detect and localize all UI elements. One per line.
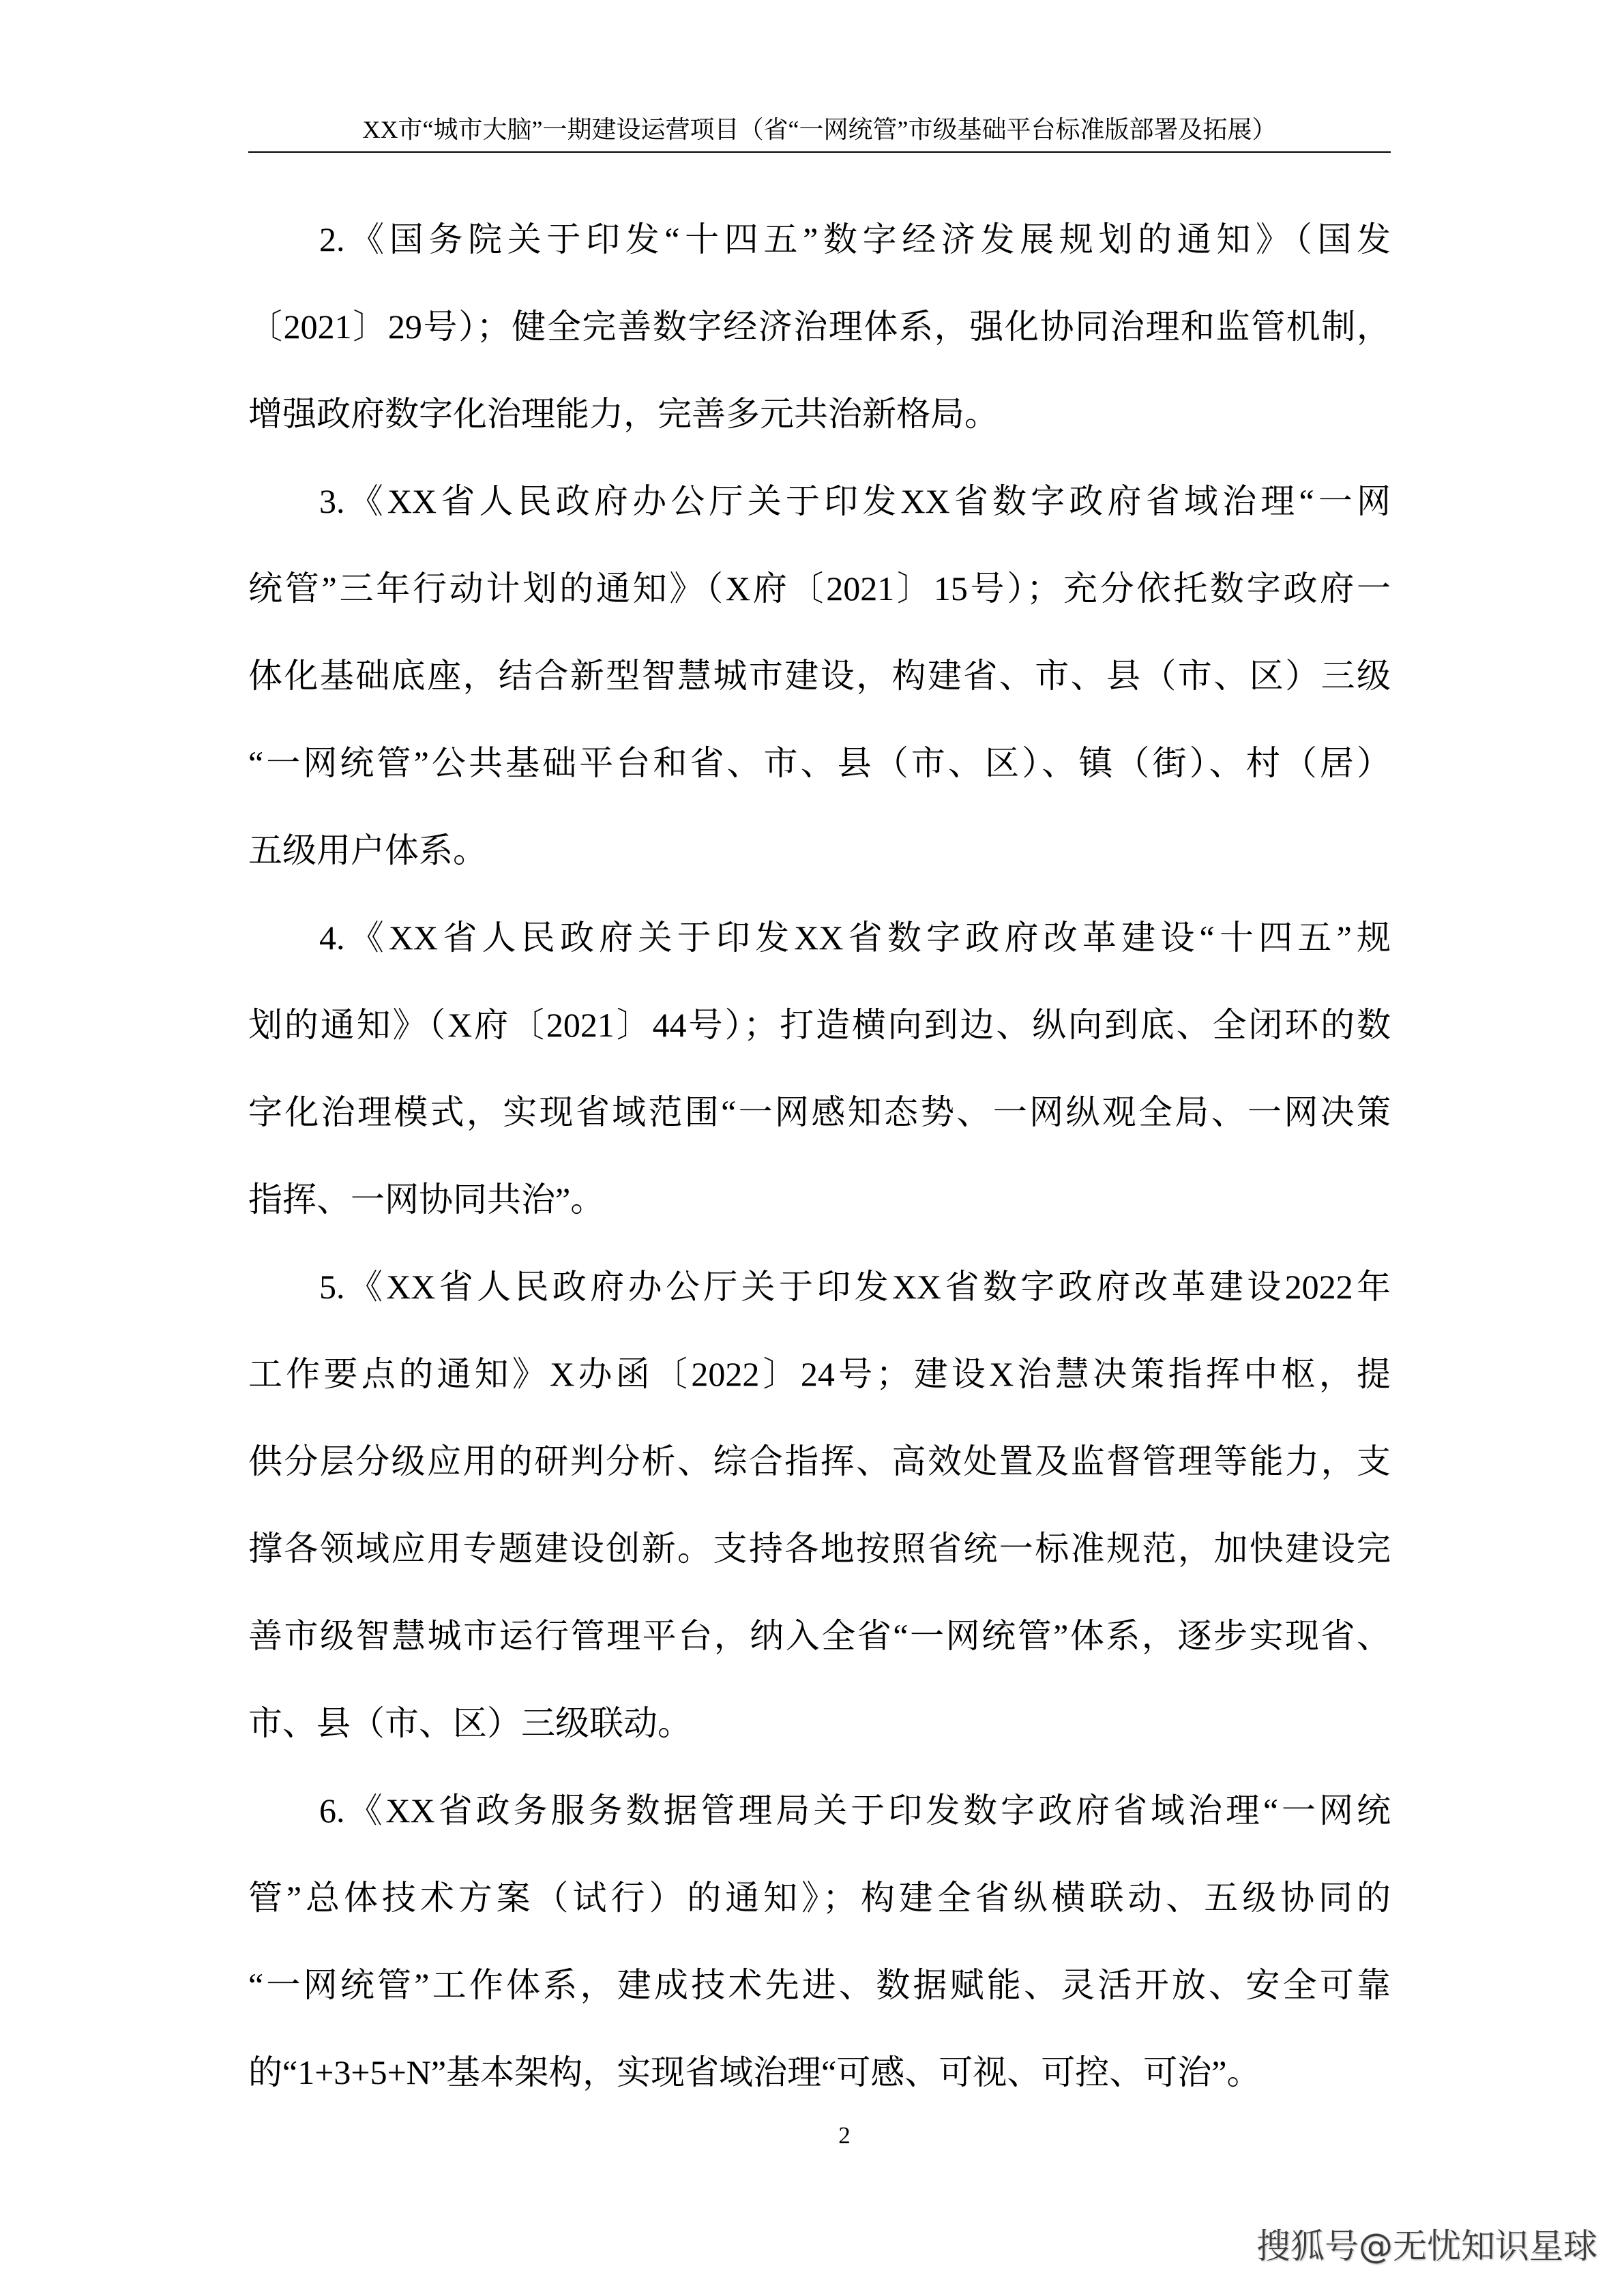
paragraph-line: “一网统管”工作体系，建成技术先进、数据赋能、灵活开放、安全可靠 [248, 1966, 1391, 2004]
paragraph-item-2 [248, 196, 1391, 458]
paragraph-line: 5.《XX省人民政府办公厅关于印发XX省数字政府改革建设2022年 [319, 1268, 1391, 1306]
paragraph-line: 2.《国务院关于印发“十四五”数字经济发展规划的通知》（国发 [319, 220, 1391, 258]
paragraph-line: 统管”三年行动计划的通知》（X府〔2021〕15号）；充分依托数字政府一 [248, 569, 1391, 608]
paragraph-line: 4.《XX省人民政府关于印发XX省数字政府改革建设“十四五”规 [319, 919, 1391, 957]
paragraph-line: 〔2021〕29号）；健全完善数字经济治理体系，强化协同治理和监管机制， [248, 308, 1391, 346]
paragraph-line: 划的通知》（X府〔2021〕44号）；打造横向到边、纵向到底、全闭环的数 [248, 1006, 1391, 1044]
paragraph-line: 的“1+3+5+N”基本架构，实现省域治理“可感、可视、可控、可治”。 [248, 2053, 1261, 2091]
body-text [248, 196, 1391, 2116]
paragraph-item-5 [248, 1243, 1391, 1767]
paragraph-line: 管”总体技术方案（试行）的通知》；构建全省纵横联动、五级协同的 [248, 1879, 1391, 1917]
paragraph-line: 3.《XX省人民政府办公厅关于印发XX省数字政府省域治理“一网 [319, 482, 1391, 520]
paragraph-item-4 [248, 894, 1391, 1243]
running-header: XX市“城市大脑”一期建设运营项目（省“一网统管”市级基础平台标准版部署及拓展） [362, 116, 1277, 143]
paragraph-line: 指挥、一网协同共治”。 [248, 1180, 605, 1219]
paragraph-line: 五级用户体系。 [248, 831, 487, 869]
paragraph-item-3 [248, 458, 1391, 894]
page-number: 2 [838, 2122, 851, 2149]
paragraph-line: 增强政府数字化治理能力，完善多元共治新格局。 [248, 395, 999, 433]
header-rule [248, 151, 1391, 153]
paragraph-line: 市、县（市、区）三级联动。 [248, 1704, 692, 1742]
paragraph-line: 体化基础底座，结合新型智慧城市建设，构建省、市、县（市、区）三级 [248, 657, 1391, 695]
paragraph-line: 善市级智慧城市运行管理平台，纳入全省“一网统管”体系，逐步实现省、 [248, 1617, 1391, 1655]
paragraph-line: 供分层分级应用的研判分析、综合指挥、高效处置及监督管理等能力，支 [248, 1442, 1391, 1480]
watermark-text: 搜狐号@无忧知识星球 [1256, 2226, 1597, 2266]
paragraph-line: 字化治理模式，实现省域范围“一网感知态势、一网纵观全局、一网决策 [248, 1093, 1391, 1131]
paragraph-line: 撑各领域应用专题建设创新。支持各地按照省统一标准规范，加快建设完 [248, 1530, 1391, 1568]
paragraph-line: 6.《XX省政务服务数据管理局关于印发数字政府省域治理“一网统 [319, 1791, 1391, 1830]
paragraph-line: 工作要点的通知》X办函〔2022〕24号；建设X治慧决策指挥中枢，提 [248, 1355, 1391, 1393]
paragraph-item-6 [248, 1767, 1391, 2116]
paragraph-line: “一网统管”公共基础平台和省、市、县（市、区）、镇（街）、村（居） [248, 744, 1391, 782]
